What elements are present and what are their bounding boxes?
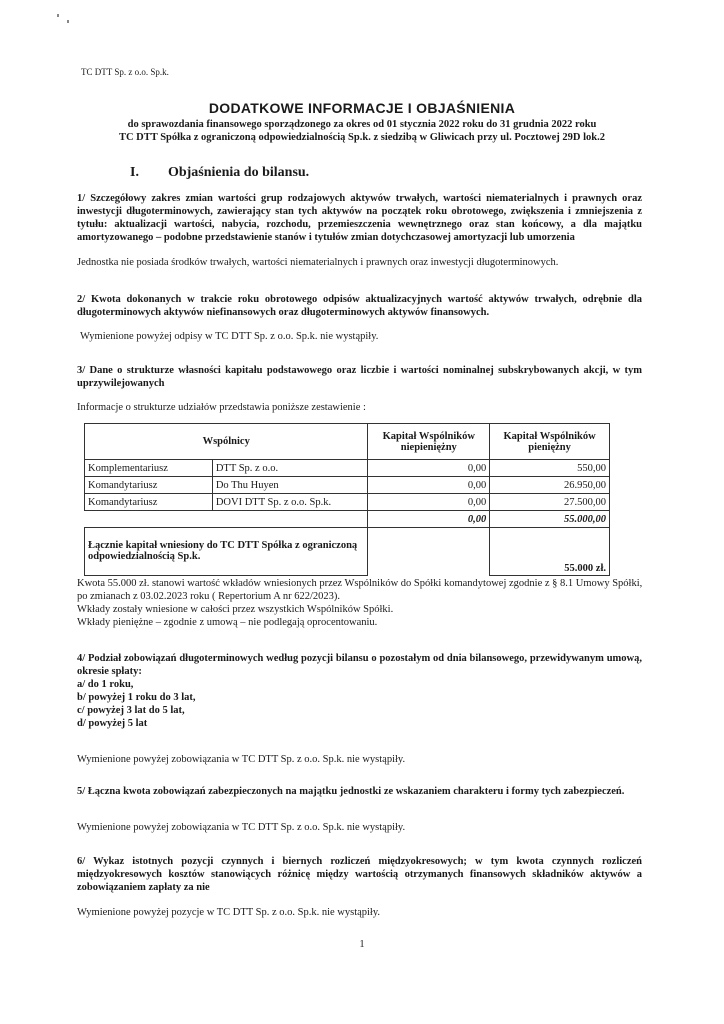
shareholder-table (84, 423, 610, 576)
total-non-cash: 0,00 (368, 511, 490, 528)
point-3-heading: 3/ Dane o strukturze własności kapitału podstawowego oraz liczbie i wartości nominalnej subskrybowanych akcji, w tym uprzywilejowanych (77, 365, 642, 389)
row-non-cash: 0,00 (368, 494, 490, 511)
scan-mark (67, 20, 69, 23)
point-3-intro: Informacje o strukturze udziałów przedstawia poniższe zestawienie : (77, 402, 366, 413)
point-5-body: Wymienione powyżej zobowiązania w TC DTT Sp. z o.o. Sp.k. nie wystąpiły. (77, 822, 406, 833)
section-number: I. (130, 165, 139, 180)
row-role: Komplementariusz (85, 460, 213, 477)
section-heading (130, 165, 309, 181)
point-2-heading: 2/ Kwota dokonanych w trakcie roku obrotowego odpisów aktualizacyjnych wartość aktywów trwałych, odrębnie dla długoterminowych aktywów niefinansowych oraz długoterminowych aktywów finansowych. (77, 294, 642, 318)
point-4-body: Wymienione powyżej zobowiązania w TC DTT Sp. z o.o. Sp.k. nie wystąpiły. (77, 754, 406, 765)
row-non-cash: 0,00 (368, 477, 490, 494)
total-cash: 55.000,00 (490, 511, 610, 528)
point-3-note-3: Wkłady pieniężne – zgodnie z umową – nie podlegają oprocentowaniu. (77, 617, 378, 628)
point-4-item: b/ powyżej 1 roku do 3 lat, (77, 692, 196, 703)
row-name: DOVI DTT Sp. z o.o. Sp.k. (212, 494, 368, 511)
title-line-company: TC DTT Spółka z ograniczoną odpowiedzialnością Sp.k. z siedzibą w Gliwicach przy ul. Pocztowej 29D lok.2 (118, 132, 606, 143)
document-title: DODATKOWE INFORMACJE I OBJAŚNIENIA (208, 100, 516, 116)
row-role: Komandytariusz (85, 494, 213, 511)
summary-label: Łącznie kapitał wniesiony do TC DTT Spółka z ograniczoną odpowiedzialnością Sp.k. (85, 528, 368, 576)
row-cash: 27.500,00 (490, 494, 610, 511)
row-cash: 550,00 (490, 460, 610, 477)
table-row (85, 477, 610, 494)
table-total-row (85, 511, 610, 528)
row-cash: 26.950,00 (490, 477, 610, 494)
row-name: DTT Sp. z o.o. (212, 460, 368, 477)
point-4-heading: 4/ Podział zobowiązań długoterminowych według pozycji bilansu o pozostałym od dnia bilansowego, przewidywanym umową, okresie spłaty: (77, 653, 642, 677)
point-3-note-2: Wkłady zostały wniesione w całości przez wszystkich Wspólników Spółki. (77, 604, 394, 615)
point-6-body: Wymienione powyżej pozycje w TC DTT Sp. z o.o. Sp.k. nie wystąpiły. (77, 907, 381, 918)
point-3-note-1: Kwota 55.000 zł. stanowi wartość wkładów wniesionych przez Wspólników do Spółki komandytowej zgodnie z § 8.1 Umowy Spółki, po zmianach z 03.02.2023 roku ( Repertorium A nr 622/2023). (77, 578, 643, 602)
row-name: Do Thu Huyen (212, 477, 368, 494)
point-4-item: d/ powyżej 5 lat (77, 718, 148, 729)
point-4-item: a/ do 1 roku, (77, 679, 134, 690)
table-header-non-cash: Kapitał Wspólników niepieniężny (368, 424, 490, 460)
point-5-heading: 5/ Łączna kwota zobowiązań zabezpieczonych na majątku jednostki ze wskazaniem charakteru i formy tych zabezpieczeń. (77, 786, 625, 797)
table-header-partners: Wspólnicy (85, 424, 368, 460)
table-row (85, 494, 610, 511)
table-row (85, 460, 610, 477)
point-4-item: c/ powyżej 3 lat do 5 lat, (77, 705, 185, 716)
point-1-heading: 1/ Szczegółowy zakres zmian wartości grup rodzajowych aktywów trwałych, wartości niematerialnych i prawnych oraz inwestycji długoterminowych, zawierający stan tych aktywów na początek roku obrotowego, zwiększenia i zmniejszenia z tytułu: aktualizacji wartości, nabycia, rozchodu, przemieszczenia wewnętrznego oraz stan końcowy, a dla majątku amortyzowanego – podobne przedstawienie stanów i tytułów zmian dotychczasowej amortyzacji lub umorzenia (77, 193, 642, 243)
point-2-body: Wymienione powyżej odpisy w TC DTT Sp. z o.o. Sp.k. nie wystąpiły. (80, 331, 379, 342)
table-header-cash: Kapitał Wspólników pieniężny (490, 424, 610, 460)
title-line-period: do sprawozdania finansowego sporządzonego za okres od 01 stycznia 2022 roku do 31 grudnia 2022 roku (127, 119, 597, 130)
page-number: 1 (359, 939, 365, 950)
row-role: Komandytariusz (85, 477, 213, 494)
scan-mark (57, 14, 59, 17)
point-1-body: Jednostka nie posiada środków trwałych, wartości niematerialnych i prawnych oraz inwestycji długoterminowych. (77, 257, 559, 268)
row-non-cash: 0,00 (368, 460, 490, 477)
header-company: TC DTT Sp. z o.o. Sp.k. (81, 67, 169, 77)
section-title: Objaśnienia do bilansu. (167, 165, 310, 180)
table-summary-row (85, 528, 610, 576)
summary-value: 55.000 zł. (490, 528, 610, 576)
point-6-heading: 6/ Wykaz istotnych pozycji czynnych i biernych rozliczeń międzyokresowych; w tym kwota czynnych rozliczeń międzyokresowych kosztów stanowiących różnicę między wartością otrzymanych finansowych składników aktywów a zobowiązaniem zapłaty za nie (77, 856, 642, 893)
